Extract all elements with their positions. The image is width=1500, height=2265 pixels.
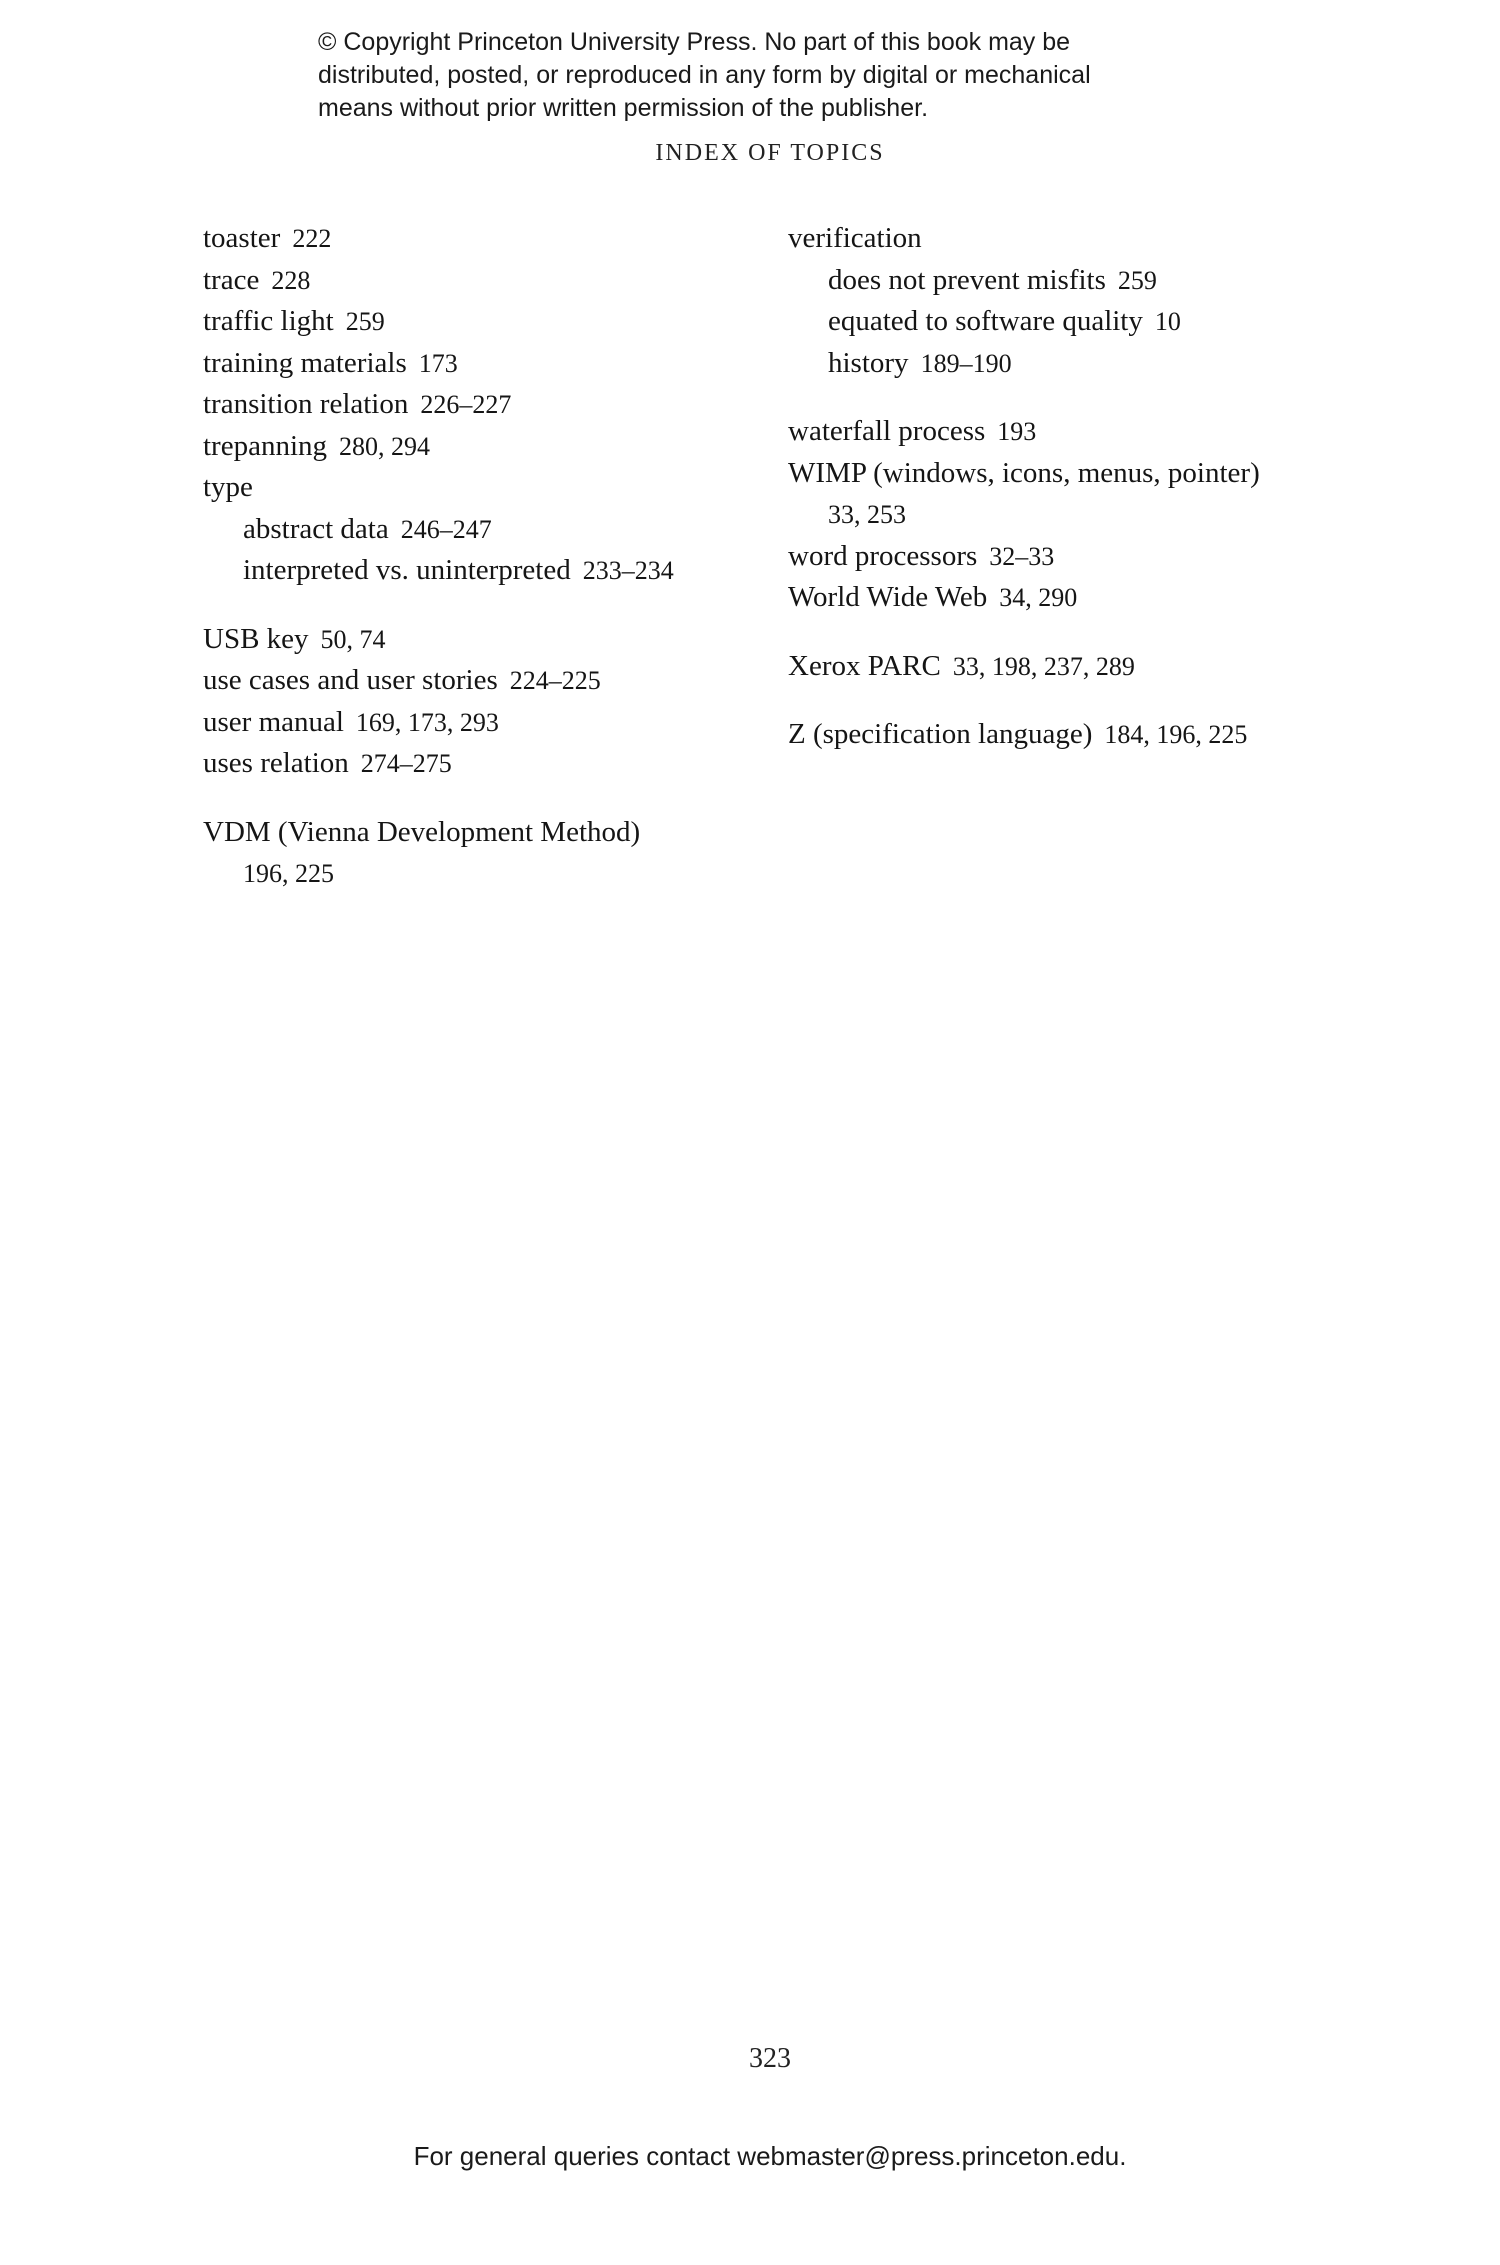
index-entry xyxy=(203,467,763,509)
index-page-refs: 33, 253 xyxy=(828,500,906,529)
index-term: does not prevent misfits xyxy=(828,263,1106,296)
index-entry xyxy=(203,301,763,343)
index-page-refs: 222 xyxy=(292,224,332,253)
index-subentry xyxy=(203,550,763,592)
copyright-line: © Copyright Princeton University Press. No part of this book may be xyxy=(318,28,1071,56)
index-term: equated to software quality xyxy=(828,305,1143,337)
index-subentry xyxy=(203,853,763,895)
index-entry xyxy=(203,426,763,468)
copyright-line: means without prior written permission of the publisher. xyxy=(318,94,929,122)
index-page-refs: 189–190 xyxy=(920,348,1012,378)
index-page-refs: 274–275 xyxy=(360,749,452,778)
index-entry xyxy=(203,702,763,744)
index-entry xyxy=(203,619,763,661)
index-term: Xerox PARC xyxy=(788,649,941,682)
index-page-refs: 32–33 xyxy=(989,541,1055,571)
index-term: USB key xyxy=(203,622,309,655)
group-separator xyxy=(203,592,763,619)
index-term: interpreted vs. uninterpreted xyxy=(243,554,571,586)
index-subentry xyxy=(788,343,1348,385)
index-term: World Wide Web xyxy=(788,581,988,613)
index-page-refs: 196, 225 xyxy=(243,859,334,888)
index-subentry xyxy=(788,301,1348,343)
group-separator xyxy=(788,619,1348,646)
index-page-refs: 10 xyxy=(1154,307,1181,336)
group-separator xyxy=(788,384,1348,411)
index-column-right xyxy=(788,218,1348,756)
index-term: uses relation xyxy=(203,747,349,779)
index-page-refs: 246–247 xyxy=(400,514,492,544)
index-entry xyxy=(203,260,763,302)
index-term: VDM (Vienna Development Method) xyxy=(203,815,641,848)
index-term: trepanning xyxy=(203,429,328,462)
index-entry xyxy=(788,577,1348,619)
index-entry xyxy=(788,218,1348,260)
index-entry xyxy=(788,646,1348,688)
index-entry xyxy=(203,218,763,260)
index-page-refs: 184, 196, 225 xyxy=(1104,720,1248,749)
index-page-refs: 233–234 xyxy=(582,556,674,585)
index-entry xyxy=(788,536,1348,578)
index-term: type xyxy=(203,471,253,503)
index-page-refs: 173 xyxy=(418,348,458,378)
index-subentry xyxy=(203,509,763,551)
index-term: abstract data xyxy=(243,512,389,545)
index-entry xyxy=(203,384,763,426)
group-separator xyxy=(203,785,763,812)
index-term: toaster xyxy=(203,222,281,254)
index-page-refs: 224–225 xyxy=(509,666,601,695)
index-term: training materials xyxy=(203,346,407,379)
index-subentry xyxy=(788,494,1348,536)
index-entry xyxy=(788,453,1348,495)
index-term: traffic light xyxy=(203,305,334,337)
index-page-refs: 228 xyxy=(271,265,311,295)
index-entry xyxy=(788,411,1348,453)
index-page-refs: 280, 294 xyxy=(339,431,431,461)
index-page-refs: 193 xyxy=(997,417,1037,446)
index-page-refs: 169, 173, 293 xyxy=(355,707,499,737)
index-term: verification xyxy=(788,222,922,254)
index-page-refs: 34, 290 xyxy=(999,583,1078,612)
index-term: use cases and user stories xyxy=(203,664,498,696)
index-page-refs: 259 xyxy=(1117,265,1157,295)
index-entry xyxy=(788,714,1348,756)
footer-contact: For general queries contact webmaster@press.princeton.edu. xyxy=(413,2141,1127,2171)
index-entry xyxy=(203,812,763,854)
index-term: trace xyxy=(203,263,260,296)
running-head: INDEX OF TOPICS xyxy=(655,140,885,166)
page-number: 323 xyxy=(749,2043,791,2074)
index-page-refs: 259 xyxy=(345,307,385,336)
group-separator xyxy=(788,687,1348,714)
index-term: waterfall process xyxy=(788,415,986,447)
index-page-refs: 226–227 xyxy=(420,390,512,419)
index-term: word processors xyxy=(788,539,978,572)
index-entry xyxy=(203,743,763,785)
copyright-notice xyxy=(318,26,1218,125)
copyright-line: distributed, posted, or reproduced in any form by digital or mechanical xyxy=(318,61,1091,89)
index-subentry xyxy=(788,260,1348,302)
index-term: Z (specification language) xyxy=(788,718,1093,750)
index-term: transition relation xyxy=(203,388,409,420)
index-term: history xyxy=(828,346,909,379)
index-page-refs: 33, 198, 237, 289 xyxy=(952,651,1135,681)
index-entry xyxy=(203,343,763,385)
index-page-refs: 50, 74 xyxy=(320,624,386,654)
index-column-left xyxy=(203,218,763,895)
index-term: WIMP (windows, icons, menus, pointer) xyxy=(788,456,1260,489)
index-term: user manual xyxy=(203,705,344,738)
index-entry xyxy=(203,660,763,702)
